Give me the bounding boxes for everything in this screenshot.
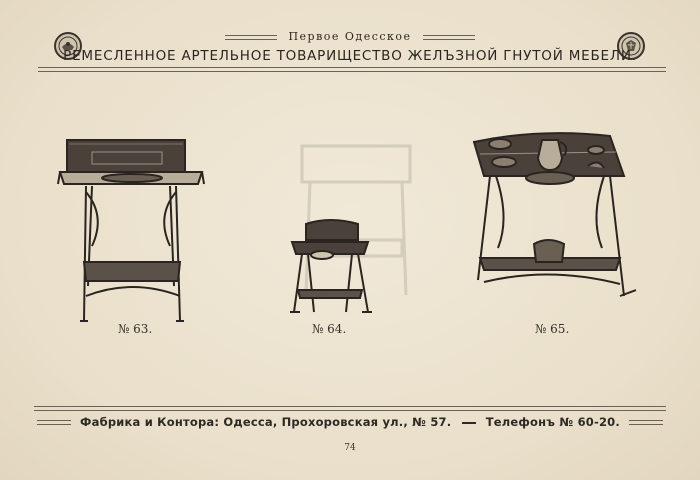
ornament-rule: [423, 35, 475, 40]
washstand-64-illustration: [288, 218, 374, 320]
ornament-rule: [629, 420, 663, 425]
page-number: 74: [344, 443, 356, 453]
washstand-65-illustration: [470, 128, 638, 304]
item-63-caption: № 63.: [118, 322, 153, 336]
item-65-caption: № 65.: [535, 322, 570, 336]
item-64-caption: № 64.: [312, 322, 347, 336]
footer-phone: Телефонъ № 60-20.: [485, 415, 620, 429]
footer-dash: [462, 422, 476, 424]
footer-divider: [34, 406, 666, 411]
ornament-rule: [37, 420, 71, 425]
washstand-63-illustration: [56, 136, 208, 328]
header-top-text: Первое Одесское: [288, 30, 412, 43]
header-title: РЕМЕСЛЕННОЕ АРТЕЛЬНОЕ ТОВАРИЩЕСТВО ЖЕЛЪЗНОЙ ГНУТОЙ МЕБЕЛИ.: [63, 48, 637, 64]
footer-address: Фабрика и Контора: Одесса, Прохоровская ул., № 57.: [80, 415, 452, 429]
footer: [0, 415, 700, 429]
header-divider: [38, 67, 666, 72]
header-subtitle: [0, 30, 700, 43]
ornament-rule: [225, 35, 277, 40]
